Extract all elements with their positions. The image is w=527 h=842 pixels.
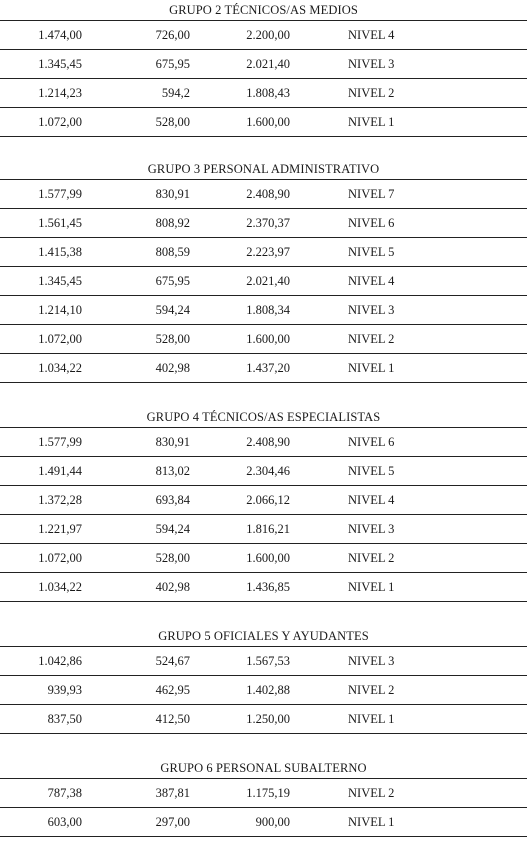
- total-amount-cell: 1.436,85: [246, 580, 290, 594]
- table-row: [0, 238, 527, 267]
- table-row: [0, 676, 527, 705]
- complement-amount-cell: 462,95: [155, 683, 190, 697]
- group-rows: [0, 778, 527, 837]
- base-amount-cell: 1.072,00: [38, 332, 82, 346]
- base-amount-cell: 787,38: [47, 786, 82, 800]
- complement-amount-cell: 524,67: [155, 654, 190, 668]
- complement-amount-cell: 726,00: [155, 28, 190, 42]
- base-amount-cell: 1.214,10: [38, 303, 82, 317]
- table-row: [0, 180, 527, 209]
- group-rows: [0, 179, 527, 383]
- level-cell: NIVEL 6: [348, 435, 395, 449]
- complement-amount-cell: 808,92: [155, 216, 190, 230]
- total-amount-cell: 1.600,00: [246, 332, 290, 346]
- table-row: [0, 296, 527, 325]
- level-cell: NIVEL 6: [348, 216, 395, 230]
- base-amount-cell: 1.577,99: [38, 187, 82, 201]
- base-amount-cell: 1.034,22: [38, 361, 82, 375]
- base-amount-cell: 1.072,00: [38, 115, 82, 129]
- level-cell: NIVEL 4: [348, 274, 395, 288]
- group-rows: [0, 427, 527, 602]
- level-cell: NIVEL 1: [348, 712, 395, 726]
- complement-amount-cell: 813,02: [155, 464, 190, 478]
- total-amount-cell: 2.021,40: [246, 57, 290, 71]
- group-title: GRUPO 5 OFICIALES Y AYUDANTES: [158, 629, 369, 643]
- table-row: [0, 325, 527, 354]
- group-rows: [0, 20, 527, 137]
- total-amount-cell: 2.408,90: [246, 187, 290, 201]
- level-cell: NIVEL 2: [348, 551, 395, 565]
- complement-amount-cell: 297,00: [155, 815, 190, 829]
- complement-amount-cell: 402,98: [155, 580, 190, 594]
- level-cell: NIVEL 5: [348, 245, 395, 259]
- salary-group-section: [0, 626, 527, 734]
- total-amount-cell: 1.567,53: [246, 654, 290, 668]
- total-amount-cell: 2.021,40: [246, 274, 290, 288]
- base-amount-cell: 1.072,00: [38, 551, 82, 565]
- level-cell: NIVEL 3: [348, 522, 395, 536]
- table-row: [0, 209, 527, 238]
- group-title: GRUPO 3 PERSONAL ADMINISTRATIVO: [147, 162, 380, 176]
- complement-amount-cell: 412,50: [155, 712, 190, 726]
- base-amount-cell: 1.042,86: [38, 654, 82, 668]
- salary-group-section: [0, 159, 527, 383]
- salary-group-section: [0, 407, 527, 602]
- table-row: [0, 647, 527, 676]
- complement-amount-cell: 528,00: [155, 551, 190, 565]
- table-row: [0, 544, 527, 573]
- base-amount-cell: 939,93: [47, 683, 82, 697]
- table-row: [0, 354, 527, 383]
- total-amount-cell: 2.304,46: [246, 464, 290, 478]
- base-amount-cell: 1.491,44: [38, 464, 82, 478]
- table-row: [0, 486, 527, 515]
- level-cell: NIVEL 1: [348, 361, 395, 375]
- base-amount-cell: 837,50: [47, 712, 82, 726]
- group-title: GRUPO 4 TÉCNICOS/AS ESPECIALISTAS: [146, 410, 381, 424]
- total-amount-cell: 900,00: [255, 815, 290, 829]
- base-amount-cell: 1.034,22: [38, 580, 82, 594]
- total-amount-cell: 1.816,21: [246, 522, 290, 536]
- total-amount-cell: 1.600,00: [246, 115, 290, 129]
- total-amount-cell: 2.200,00: [246, 28, 290, 42]
- complement-amount-cell: 594,24: [155, 522, 190, 536]
- group-title: GRUPO 2 TÉCNICOS/AS MEDIOS: [169, 3, 358, 17]
- total-amount-cell: 1.808,43: [246, 86, 290, 100]
- salary-group-section: [0, 0, 527, 137]
- complement-amount-cell: 387,81: [155, 786, 190, 800]
- table-row: [0, 267, 527, 296]
- total-amount-cell: 2.370,37: [246, 216, 290, 230]
- complement-amount-cell: 693,84: [155, 493, 190, 507]
- table-row: [0, 705, 527, 734]
- level-cell: NIVEL 2: [348, 683, 395, 697]
- group-title: GRUPO 6 PERSONAL SUBALTERNO: [160, 761, 367, 775]
- total-amount-cell: 1.808,34: [246, 303, 290, 317]
- level-cell: NIVEL 4: [348, 493, 395, 507]
- total-amount-cell: 2.223,97: [246, 245, 290, 259]
- base-amount-cell: 1.345,45: [38, 57, 82, 71]
- level-cell: NIVEL 3: [348, 57, 395, 71]
- level-cell: NIVEL 5: [348, 464, 395, 478]
- complement-amount-cell: 830,91: [155, 187, 190, 201]
- level-cell: NIVEL 2: [348, 332, 395, 346]
- complement-amount-cell: 402,98: [155, 361, 190, 375]
- complement-amount-cell: 830,91: [155, 435, 190, 449]
- group-rows: [0, 646, 527, 734]
- base-amount-cell: 1.221,97: [38, 522, 82, 536]
- complement-amount-cell: 675,95: [155, 274, 190, 288]
- level-cell: NIVEL 1: [348, 115, 395, 129]
- level-cell: NIVEL 2: [348, 86, 395, 100]
- total-amount-cell: 1.437,20: [246, 361, 290, 375]
- complement-amount-cell: 594,24: [155, 303, 190, 317]
- level-cell: NIVEL 3: [348, 303, 395, 317]
- complement-amount-cell: 528,00: [155, 332, 190, 346]
- level-cell: NIVEL 4: [348, 28, 395, 42]
- table-row: [0, 808, 527, 837]
- base-amount-cell: 1.214,23: [38, 86, 82, 100]
- table-row: [0, 50, 527, 79]
- base-amount-cell: 1.415,38: [38, 245, 82, 259]
- base-amount-cell: 1.345,45: [38, 274, 82, 288]
- complement-amount-cell: 594,2: [161, 86, 190, 100]
- complement-amount-cell: 528,00: [155, 115, 190, 129]
- table-row: [0, 108, 527, 137]
- complement-amount-cell: 808,59: [155, 245, 190, 259]
- level-cell: NIVEL 7: [348, 187, 395, 201]
- base-amount-cell: 1.372,28: [38, 493, 82, 507]
- total-amount-cell: 1.175,19: [246, 786, 290, 800]
- table-row: [0, 457, 527, 486]
- total-amount-cell: 2.066,12: [246, 493, 290, 507]
- total-amount-cell: 1.600,00: [246, 551, 290, 565]
- table-row: [0, 21, 527, 50]
- table-row: [0, 779, 527, 808]
- base-amount-cell: 1.577,99: [38, 435, 82, 449]
- table-row: [0, 428, 527, 457]
- total-amount-cell: 1.402,88: [246, 683, 290, 697]
- salary-group-section: [0, 758, 527, 837]
- table-row: [0, 573, 527, 602]
- base-amount-cell: 1.474,00: [38, 28, 82, 42]
- base-amount-cell: 603,00: [47, 815, 82, 829]
- total-amount-cell: 1.250,00: [246, 712, 290, 726]
- table-row: [0, 515, 527, 544]
- base-amount-cell: 1.561,45: [38, 216, 82, 230]
- level-cell: NIVEL 3: [348, 654, 395, 668]
- level-cell: NIVEL 2: [348, 786, 395, 800]
- table-row: [0, 79, 527, 108]
- complement-amount-cell: 675,95: [155, 57, 190, 71]
- level-cell: NIVEL 1: [348, 580, 395, 594]
- level-cell: NIVEL 1: [348, 815, 395, 829]
- total-amount-cell: 2.408,90: [246, 435, 290, 449]
